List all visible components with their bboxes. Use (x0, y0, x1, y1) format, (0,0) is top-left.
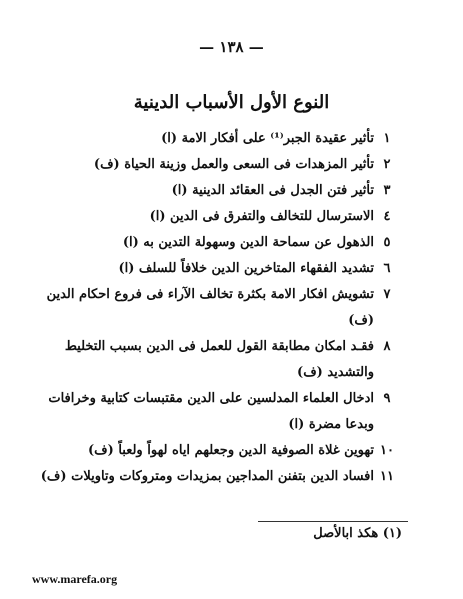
item-number: ٣ (383, 183, 391, 198)
list-item (40, 204, 400, 230)
list-item (40, 282, 400, 334)
item-text: افساد الدين بتفنن المداجين بمزيدات ومتروكات وتاويلات (ف) (40, 469, 374, 484)
footnote: (١) هكذ ابالأصل (313, 526, 402, 541)
item-number: ٩ (383, 391, 391, 406)
item-text: تأثير المزهدات فى السعى والعمل وزينة الحياة (ف) (93, 157, 374, 172)
item-text: ادخال العلماء المدلسين على الدين مقتبسات كتابية وخرافات وبدعا مضرة (ا) (48, 391, 374, 432)
list-item (40, 464, 400, 490)
item-text: تشويش افكار الامة بكثرة تخالف الآراء فى فروع احكام الدين (ف) (46, 287, 374, 328)
item-text: تشديد الفقهاء المتاخرين الدين خلافاً للسلف (ا) (118, 261, 374, 276)
item-text: الذهول عن سماحة الدين وسهولة التدين به (ا) (122, 235, 374, 250)
item-number: ٨ (383, 339, 391, 354)
item-number: ١١ (380, 469, 394, 484)
website-watermark: www.marefa.org (32, 572, 118, 586)
footnote-divider (258, 521, 408, 522)
list-item (40, 126, 400, 152)
item-number: ١٠ (380, 443, 394, 458)
item-number: ١ (383, 131, 391, 146)
list-item (40, 256, 400, 282)
list-item (40, 230, 400, 256)
item-text: تهوين غلاة الصوفية الدين وجعلهم اياه لهواً ولعباً (ف) (88, 443, 374, 458)
item-number: ٢ (383, 157, 391, 172)
reasons-list (40, 126, 400, 490)
section-heading: النوع الأول الأسباب الدينية (133, 92, 330, 113)
item-number: ٤ (383, 209, 391, 224)
list-item (40, 178, 400, 204)
item-text: تأثير فتن الجدل فى العقائد الدينية (ا) (171, 183, 374, 198)
item-text: فقـد امكان مطابقة القول للعمل فى الدين بسبب التخليط والتشديد (ف) (64, 339, 374, 380)
item-number: ٧ (383, 287, 391, 302)
list-item (40, 152, 400, 178)
list-item (40, 334, 400, 386)
list-item (40, 438, 400, 464)
item-number: ٦ (383, 261, 391, 276)
page-number: — ١٣٨ — (199, 38, 264, 56)
list-item (40, 386, 400, 438)
item-number: ٥ (383, 235, 391, 250)
item-text: الاسترسال للتخالف والتفرق فى الدين (ا) (149, 209, 374, 224)
item-text: تأثير عقيدة الجبر⁽¹⁾ على أفكار الامة (ا) (161, 131, 374, 146)
